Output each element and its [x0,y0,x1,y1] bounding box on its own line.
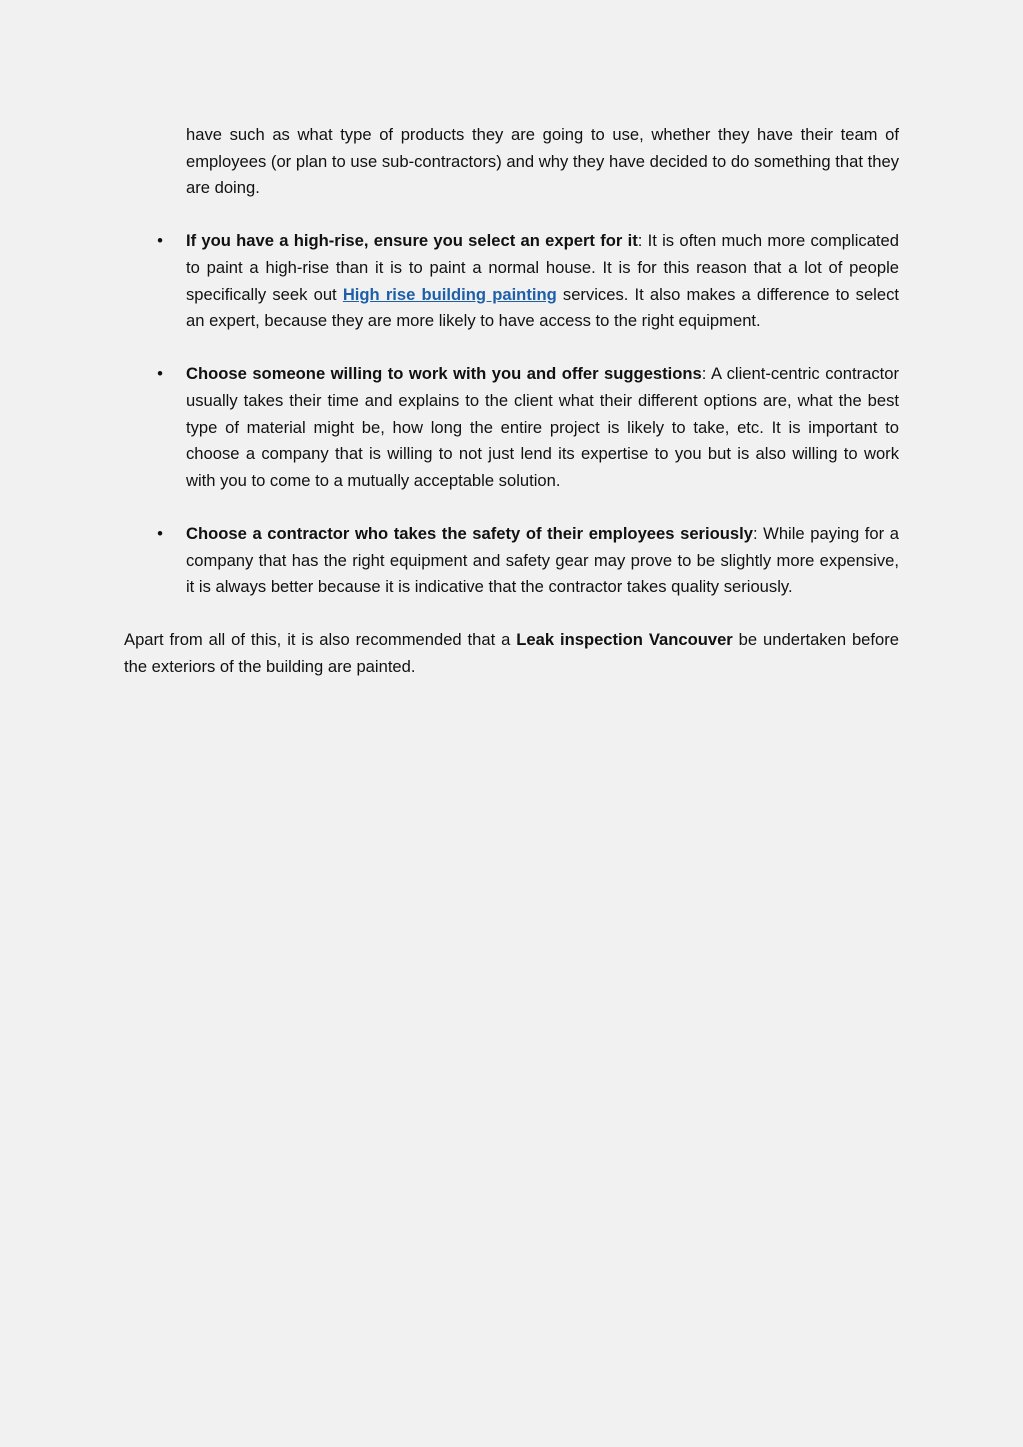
bullet-icon: • [157,523,163,543]
bullet-heading: Choose someone willing to work with you and offer suggestions [186,364,702,384]
bullet-text-after-link: services. It also makes a difference to select an expert, because they are more likely to have access to the right equipment. [186,284,899,331]
bullet-list [124,228,899,600]
closing-paragraph [124,627,899,680]
leak-inspection-term: Leak inspection Vancouver [516,630,733,650]
bullet-text: : It is often much more complicated to paint a high-rise than it is to paint a normal house. It is for this reason that a lot of people specifically seek out [186,231,899,304]
closing-text-after: be undertaken before the exteriors of the building are painted. [124,630,900,676]
bullet-heading: Choose a contractor who takes the safety of their employees seriously [186,523,753,543]
bullet-text: : A client-centric contractor usually takes their time and explains to the client what their different options are, what the best type of material might be, how long the entire project is likely to take, etc. It is important to choose a company that is willing to not just lend its expertise to you but is also willing to work with you to come to a mutually acceptable solution. [186,364,899,490]
bullet-item-high-rise [157,228,899,334]
bullet-heading: If you have a high-rise, ensure you select an expert for it [186,231,638,251]
bullet-icon: • [157,364,163,384]
bullet-item-safety [157,521,899,601]
closing-text-before: Apart from all of this, it is also recommended that a [124,630,517,650]
intro-continuation-paragraph: have such as what type of products they are going to use, whether they have their team of employees (or plan to use sub-contractors) and why they have decided to do something that they are doing. [186,125,899,198]
bullet-text: : While paying for a company that has the right equipment and safety gear may prove to be slightly more expensive, it is always better because it is indicative that the contractor takes quality seriously. [186,523,899,597]
bullet-item-suggestions [157,361,899,494]
document-body [124,122,899,680]
high-rise-painting-link[interactable]: High rise building painting [342,284,557,304]
bullet-icon: • [157,231,163,251]
